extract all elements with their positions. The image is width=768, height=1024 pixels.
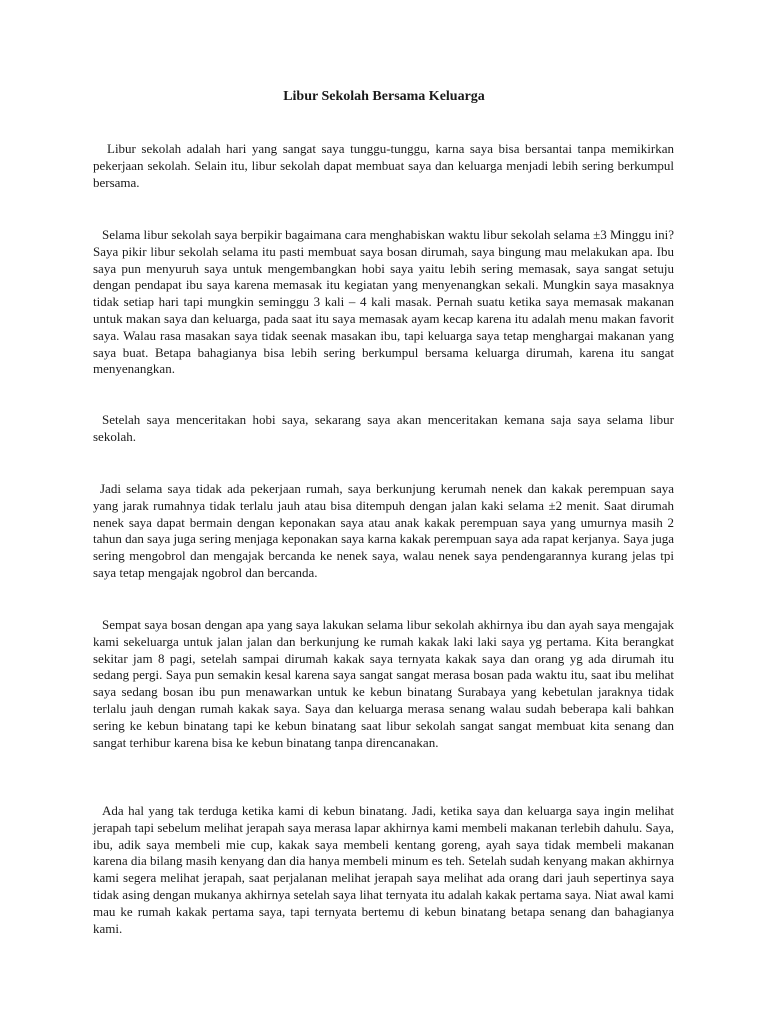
paragraph-6: Ada hal yang tak terduga ketika kami di kebun binatang. Jadi, ketika saya dan keluarga saya ingin melihat jerapah tapi sebelum melihat jerapah saya merasa lapar akhirnya kami membeli makanan terlebih dahulu. Saya, ibu, adik saya membeli mie cup, kakak saya membeli kentang goreng, ayah saya tidak membeli makanan karena dia bilang masih kenyang dan dia hanya membeli minum es teh. Setelah sudah kenyang makan akhirnya kami segera melihat jerapah, saat perjalanan melihat jerapah saya melihat ada orang dari jauh sepertinya saya tidak asing dengan mukanya akhirnya setelah saya lihat ternyata itu adalah kakak pertama saya. Niat awal kami mau ke rumah kakak pertama saya, tapi ternyata bertemu di kebun binatang betapa senang dan bahagianya kami. bbox=[93, 803, 674, 936]
paragraph-1: Libur sekolah adalah hari yang sangat saya tunggu-tunggu, karna saya bisa bersantai tanpa memikirkan pekerjaan sekolah. Selain itu, libur sekolah dapat membuat saya dan keluarga menjadi lebih sering berkumpul bersama. bbox=[93, 141, 674, 190]
paragraph-4: Jadi selama saya tidak ada pekerjaan rumah, saya berkunjung kerumah nenek dan kakak perempuan saya yang jarak rumahnya tidak terlalu jauh atau bisa ditempuh dengan jalan kaki selama ±2 menit. Saat dirumah nenek saya dapat bermain dengan keponakan saya atau anak kakak perempuan saya yang umurnya masih 2 tahun dan saya juga sering menjaga keponakan saya karna kakak perempuan saya ada rapat kerjanya. Saya juga sering mengobrol dan mengajak bercanda ke nenek saya, walau nenek saya pendengarannya kurang jelas tpi saya tetap mengajak ngobrol dan bercanda. bbox=[93, 481, 674, 580]
paragraph-2: Selama libur sekolah saya berpikir bagaimana cara menghabiskan waktu libur sekolah selama ±3 Minggu ini? Saya pikir libur sekolah selama itu pasti membuat saya bosan dirumah, saya bingung mau melakukan apa. Ibu saya pun menyuruh saya untuk mengembangkan hobi saya yaitu lebih sering memasak, saya sangat setuju dengan pendapat ibu saya karena memasak itu kegiatan yang menyenangkan sekali. Mungkin saya masaknya tidak setiap hari tapi mungkin seminggu 3 kali – 4 kali masak. Pernah suatu ketika saya memasak makanan untuk makan saya dan keluarga, pada saat itu saya memasak ayam kecap karena itu adalah menu makan favorit saya. Walau rasa masakan saya tidak seenak masakan ibu, tapi keluarga saya tetap menghargai makanan yang saya buat. Betapa bahagianya bisa lebih sering berkumpul bersama keluarga dirumah, karena itu sangat menyenangkan. bbox=[93, 227, 674, 377]
paragraph-5: Sempat saya bosan dengan apa yang saya lakukan selama libur sekolah akhirnya ibu dan ayah saya mengajak kami sekeluarga untuk jalan jalan dan berkunjung ke rumah kakak laki laki saya yg pertama. Kita berangkat sekitar jam 8 pagi, setelah sampai dirumah kakak saya ternyata kakak saya dan orang yg ada dirumah itu sedang pergi. Saya pun semakin kesal karena saya sangat sangat merasa bosan pada waktu itu, saat ibu melihat saya sedang bosan ibu pun menawarkan untuk ke kebun binatang Surabaya yang kebetulan jaraknya tidak terlalu jauh dengan rumah kakak saya. Saya dan keluarga merasa senang walau sudah beberapa kali bahkan sering ke kebun binatang tapi ke kebun binatang saat libur sekolah sangat sangat membuat kita senang dan sangat terhibur karena bisa ke kebun binatang tanpa direncanakan. bbox=[93, 617, 674, 750]
paragraph-3: Setelah saya menceritakan hobi saya, sekarang saya akan menceritakan kemana saja saya selama libur sekolah. bbox=[93, 412, 674, 444]
document-title: Libur Sekolah Bersama Keluarga bbox=[283, 89, 485, 104]
